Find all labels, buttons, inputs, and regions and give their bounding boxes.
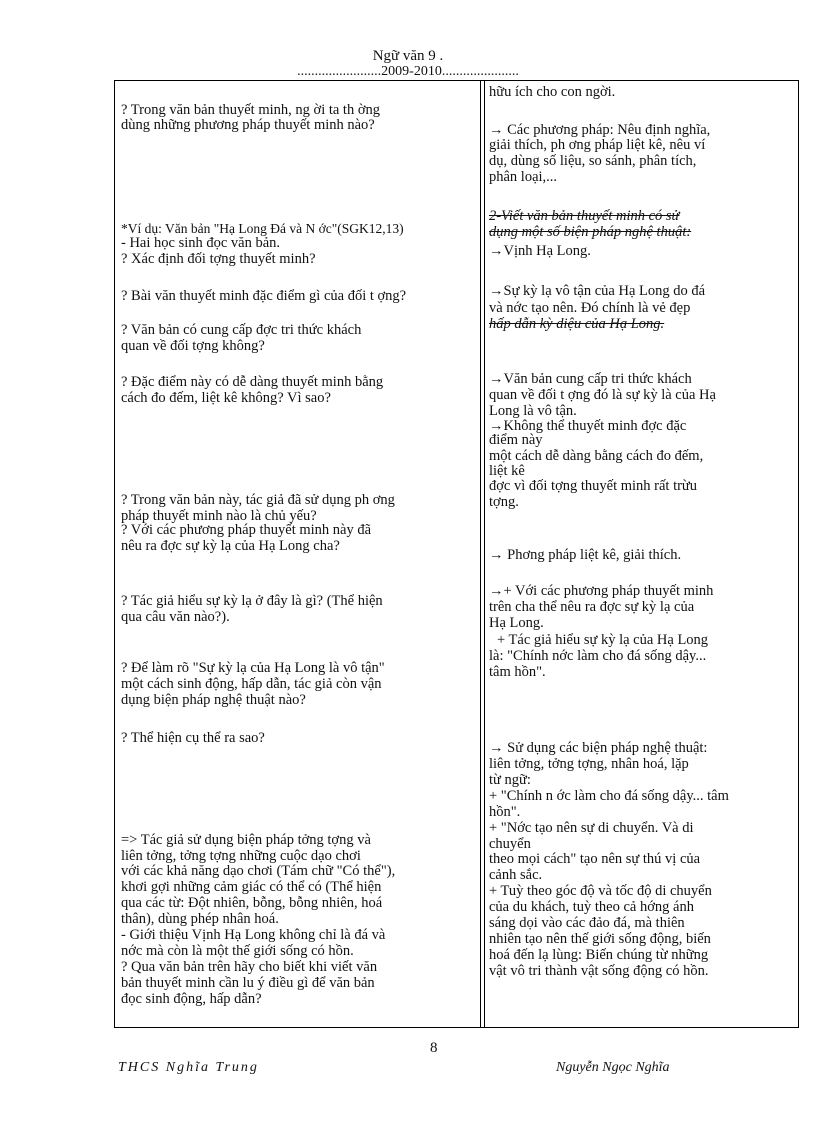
left-line: qua các từ: Đột nhiên, bỗng, bỗng nhiên, hoá — [121, 895, 383, 911]
right-line: cảnh sắc. — [489, 867, 543, 883]
right-line: nhiên tạo nên thế giới sống động, biến — [489, 931, 711, 947]
right-line: hấp dẫn kỳ diệu của Hạ Long. — [489, 316, 665, 332]
right-line: dụ, dùng số liệu, so sánh, phân tích, — [489, 153, 697, 169]
left-line: pháp thuyết minh nào là chủ yếu? — [121, 508, 317, 524]
right-line: + "Nớc tạo nên sự di chuyển. Và di — [489, 820, 694, 836]
left-line: => Tác giả sử dụng biện pháp tởng tợng và — [121, 832, 371, 848]
right-line: tợng. — [489, 494, 519, 510]
left-line: ? Tác giả hiểu sự kỳ lạ ở đây là gì? (Thể hiện — [121, 593, 383, 609]
left-line: dụng biện pháp nghệ thuật nào? — [121, 692, 306, 708]
footer-author: Nguyễn Ngọc Nghĩa — [556, 1060, 670, 1075]
right-line: liệt kê — [489, 463, 525, 479]
right-line: + Tuỳ theo góc độ và tốc độ di chuyển — [489, 883, 712, 899]
header-year: ........................2009-2010...................... — [297, 64, 519, 79]
page-number: 8 — [430, 1040, 438, 1056]
right-line: chuyển — [489, 836, 531, 852]
left-line: ? Thể hiện cụ thể ra sao? — [121, 730, 265, 746]
right-line: → Các phương pháp: Nêu định nghĩa, — [489, 122, 711, 138]
right-line: →Vịnh Hạ Long. — [489, 243, 591, 259]
left-line: nêu ra đợc sự kỳ lạ của Hạ Long cha? — [121, 538, 340, 554]
left-line: quan về đối tợng không? — [121, 338, 265, 354]
right-line: tâm hồn". — [489, 664, 546, 680]
right-line: →Văn bản cung cấp tri thức khách — [489, 371, 692, 387]
right-line: hữu ích cho con ngời. — [489, 84, 616, 100]
right-line: và nớc tạo nên. Đó chính là vẻ đẹp — [489, 300, 691, 316]
left-line: - Giới thiệu Vịnh Hạ Long không chỉ là đá và — [121, 927, 386, 943]
right-line: từ ngữ: — [489, 772, 531, 788]
left-line: ? Đặc điểm này có dễ dàng thuyết minh bằng — [121, 374, 384, 390]
left-line: khơi gợi những cảm giác có thể có (Thể hiện — [121, 879, 382, 895]
left-line: qua câu văn nào?). — [121, 609, 230, 625]
left-line: ? Trong văn bản thuyết minh, ng ời ta th ờng — [121, 102, 381, 118]
right-line: Hạ Long. — [489, 615, 544, 631]
left-line: một cách sinh động, hấp dẫn, tác giả còn vận — [121, 676, 382, 692]
right-line: đợc vì đối tợng thuyết minh rất trừu — [489, 478, 698, 494]
footer-school: THCS Nghĩa Trung — [118, 1060, 259, 1075]
left-line: với các khả năng dạo chơi (Tám chữ "Có thể"), — [121, 863, 396, 879]
right-line: của du khách, tuỳ theo cả hớng ánh — [489, 899, 694, 915]
lesson-table — [114, 80, 799, 1028]
right-line: là: "Chính nớc làm cho đá sống dậy... — [489, 648, 707, 664]
left-line: bản thuyết minh cần lu ý điều gì để văn bản — [121, 975, 375, 991]
left-line: cách đo đếm, liệt kê không? Vì sao? — [121, 390, 331, 406]
right-line: →Sự kỳ lạ vô tận của Hạ Long do đá — [489, 283, 706, 299]
right-line: liên tởng, tởng tợng, nhân hoá, lặp — [489, 756, 689, 772]
right-line: quan về đối t ợng đó là sự kỳ là của Hạ — [489, 387, 716, 403]
left-line: dùng những phương pháp thuyết minh nào? — [121, 117, 375, 133]
right-line: →Không thể thuyết minh đợc đặc — [489, 418, 687, 434]
right-line: + "Chính n ớc làm cho đá sống dậy... tâm — [489, 788, 729, 804]
left-line: thân), dùng phép nhân hoá. — [121, 911, 279, 927]
right-line: Long là vô tận. — [489, 403, 577, 419]
left-line: nớc mà còn là một thế giới sống có hồn. — [121, 943, 354, 959]
right-line: theo mọi cách" tạo nên sự thú vị của — [489, 851, 701, 867]
right-line: → Sử dụng các biện pháp nghệ thuật: — [489, 740, 708, 756]
section-heading: dụng một số biện pháp nghệ thuật: — [489, 224, 692, 240]
left-line: ? Để làm rõ "Sự kỳ lạ của Hạ Long là vô tận" — [121, 660, 385, 676]
right-line: hoá đến lạ lùng: Biến chúng từ những — [489, 947, 709, 963]
right-line: trên cha thể nêu ra đợc sự kỳ lạ của — [489, 599, 695, 615]
left-line: ? Với các phương pháp thuyết minh này đã — [121, 522, 372, 538]
left-line: ? Trong văn bản này, tác giả đã sử dụng ph ơng — [121, 492, 395, 508]
right-line: hồn". — [489, 804, 521, 820]
right-line: vật vô tri thành vật sống động có hồn. — [489, 963, 709, 979]
right-line: sáng dọi vào các đảo đá, mà thiên — [489, 915, 685, 931]
left-line: ? Bài văn thuyết minh đặc điểm gì của đối t ợng? — [121, 288, 407, 304]
left-line: đọc sinh động, hấp dẫn? — [121, 991, 262, 1007]
right-line: phân loại,... — [489, 169, 558, 185]
section-heading: 2-Viết văn bản thuyết minh có sử — [489, 208, 680, 224]
right-line: → Phơng pháp liệt kê, giải thích. — [489, 547, 682, 563]
left-line: ? Qua văn bản trên hãy cho biết khi viết văn — [121, 959, 378, 975]
right-line: điểm này — [489, 432, 543, 448]
left-line: ? Văn bản có cung cấp đợc tri thức khách — [121, 322, 362, 338]
left-line: liên tởng, tởng tợng những cuộc dạo chơi — [121, 848, 361, 864]
right-line: →+ Với các phương pháp thuyết minh — [489, 583, 714, 599]
header-title: Ngữ văn 9 . — [372, 48, 444, 64]
left-line — [121, 221, 404, 236]
right-line: giải thích, ph ơng pháp liệt kê, nêu ví — [489, 137, 706, 153]
right-line: + Tác giả hiểu sự kỳ lạ của Hạ Long — [497, 632, 709, 648]
right-line: một cách dễ dàng bằng cách đo đếm, — [489, 448, 704, 464]
left-line: - Hai học sinh đọc văn bản. — [121, 235, 281, 251]
left-line: ? Xác định đối tợng thuyết minh? — [121, 251, 316, 267]
example-text: *Ví dụ: Văn bản "Hạ Long Đá và N ớc"(SGK12,13) — [121, 221, 404, 236]
